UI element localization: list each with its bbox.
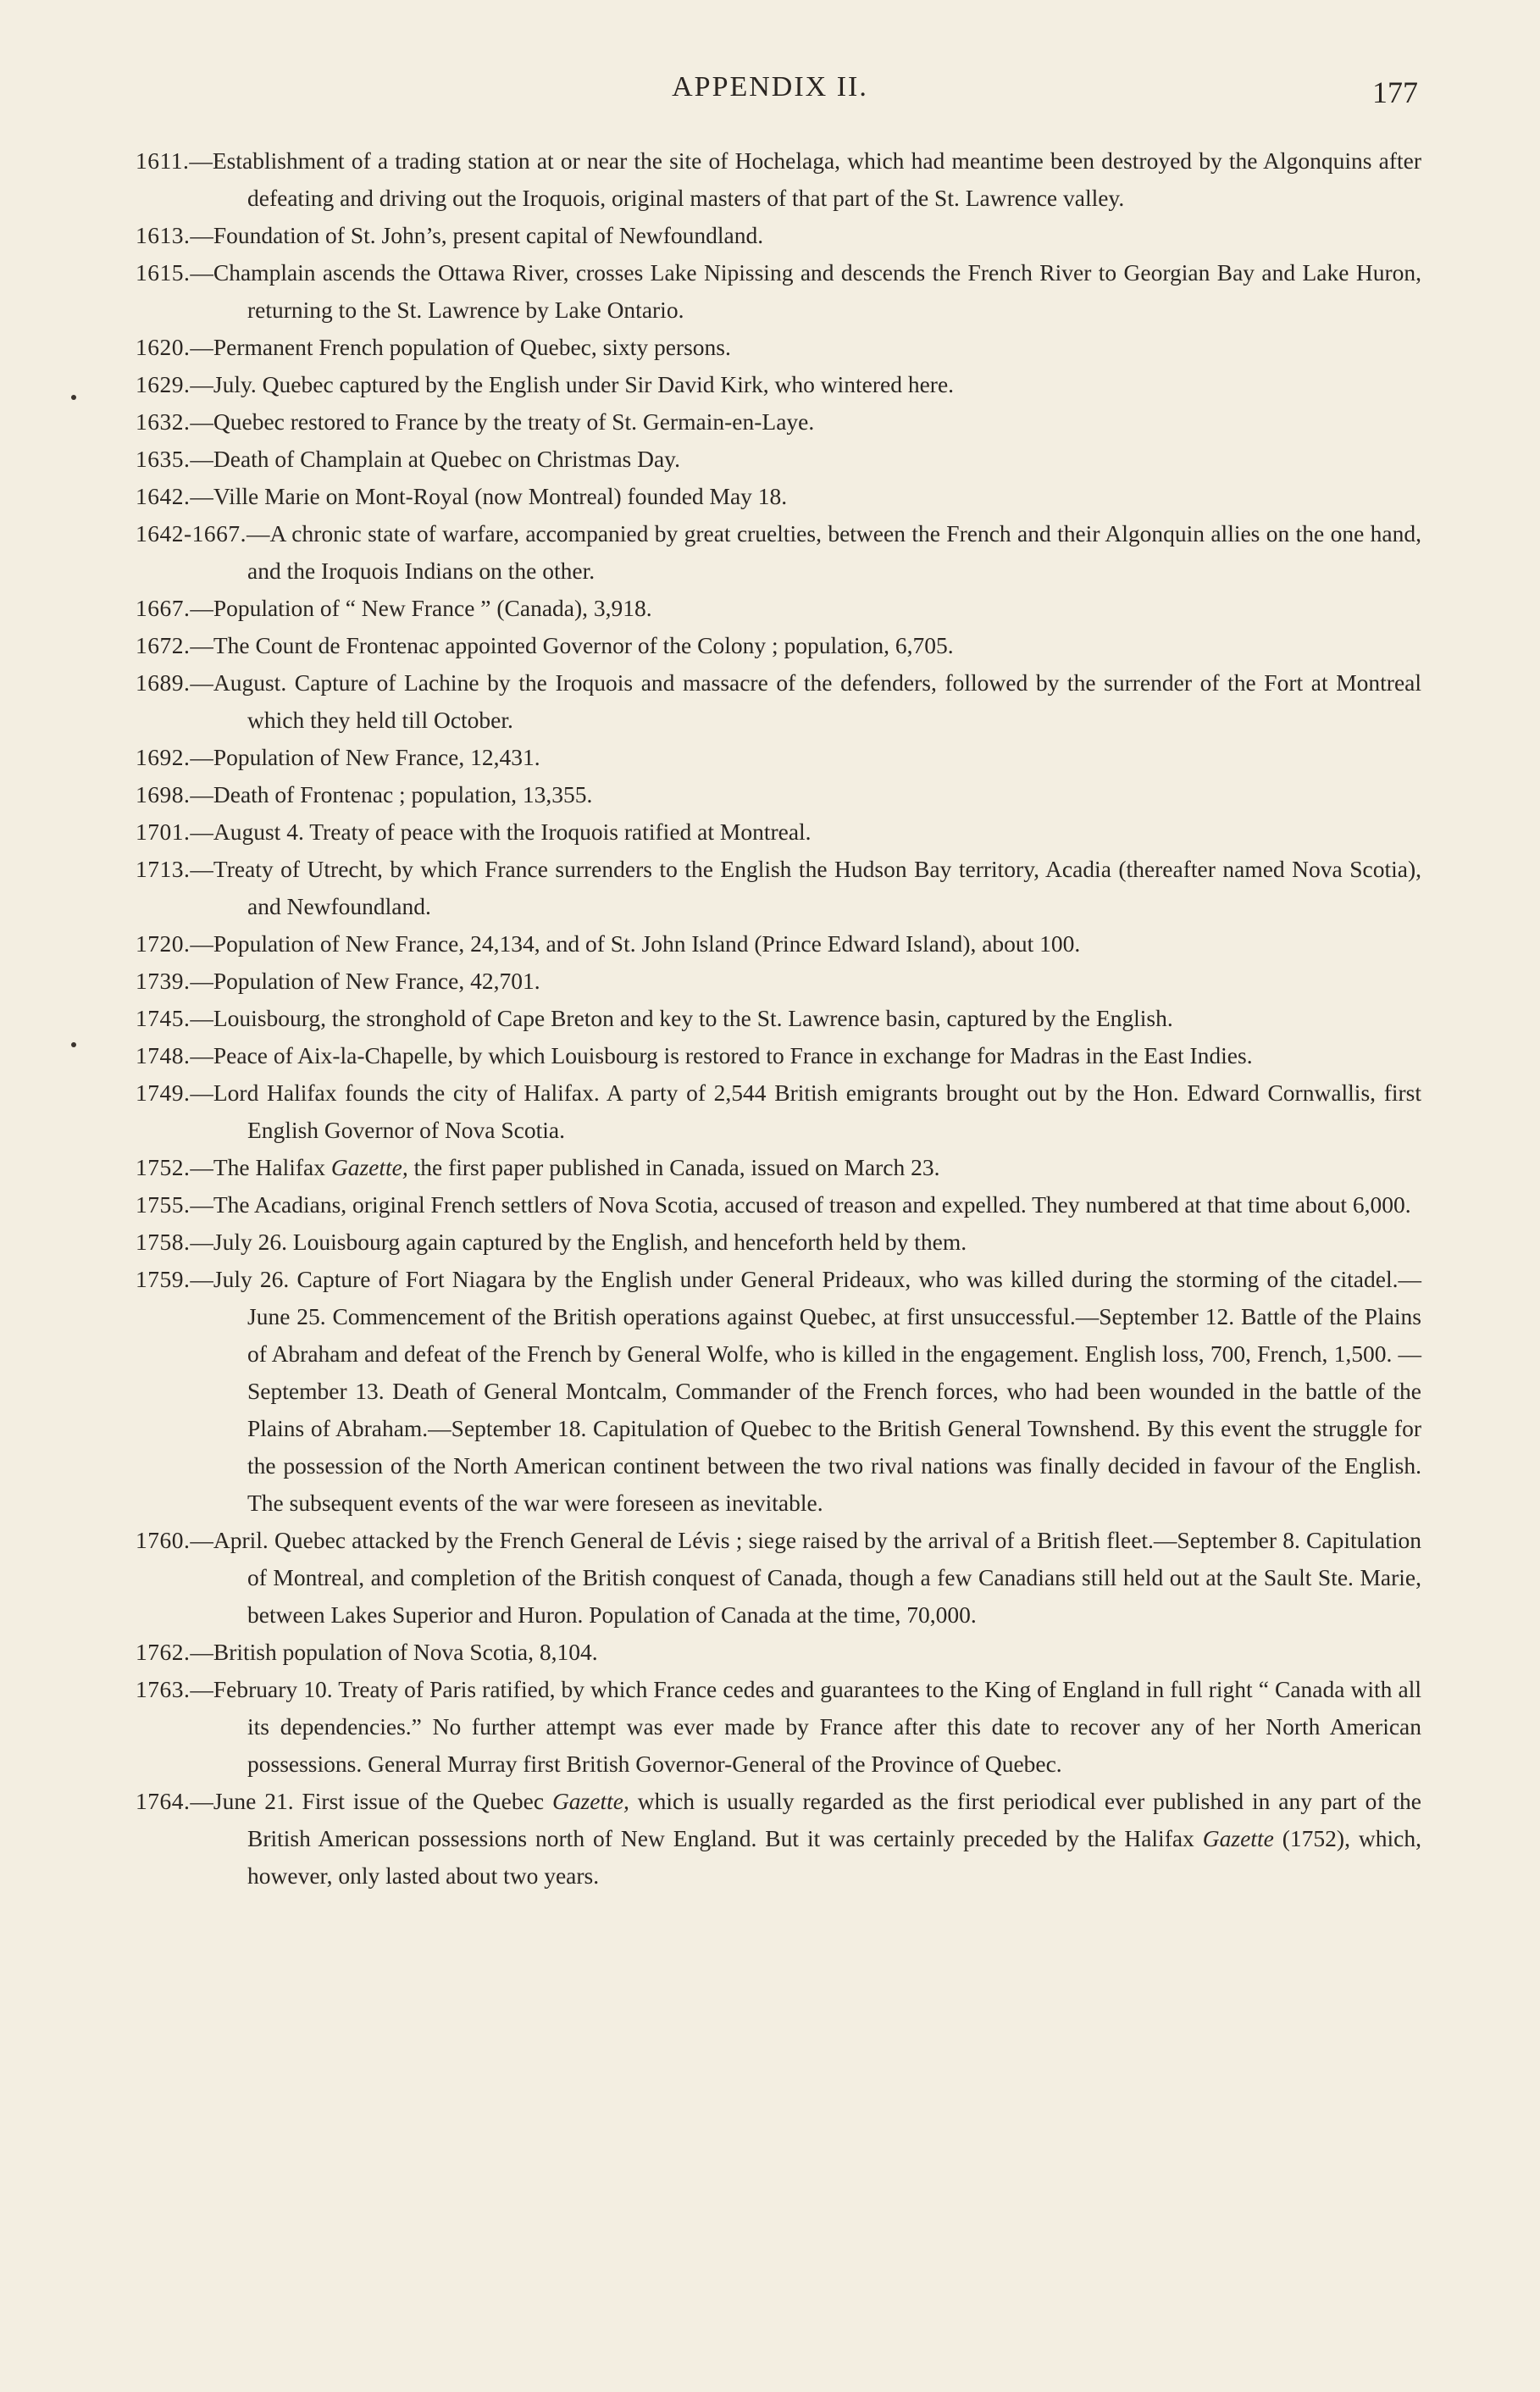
chronology-entry [136,329,1421,366]
entry-text: Treaty of Utrecht, by which France surrenders to the English the Hudson Bay territory, Acadia (thereafter named Nova Scotia), and Newfoundland. [213,856,1421,919]
entry-year: 1620. [136,334,191,360]
entry-year: 1692. [136,744,191,770]
chronology-entry [136,441,1421,478]
chronology-entry [136,217,1421,254]
entry-year: 1672. [136,632,191,658]
entry-dash: — [190,1005,213,1031]
entry-year: 1611. [136,147,190,174]
margin-mark [71,1042,76,1047]
margin-mark [71,395,76,400]
entry-year: 1758. [136,1229,191,1255]
entry-dash: — [190,1042,213,1068]
entry-dash: — [190,1079,213,1106]
chronology-entry [136,963,1421,1000]
chronology-entry [136,403,1421,441]
entry-dash: — [190,1154,213,1180]
chronology-entry [136,142,1421,217]
entry-year: 1759. [136,1266,191,1292]
entry-dash: — [190,1788,213,1814]
entry-dash: — [190,222,213,248]
entry-year: 1629. [136,371,191,397]
entry-text-after: the first paper published in Canada, issued on March 23. [407,1154,940,1180]
entry-text: July 26. Capture of Fort Niagara by the English under General Prideaux, who was killed during the storming of the citadel.—June 25. Commencement of the British operations against Quebec, at first unsuccessful.—September 12. Battle of the Plains of Abraham and defeat of the French by General Wolfe, who is killed in the engagement. English loss, 700, French, 1,500. —September 13. Death of General Montcalm, Commander of the French forces, who had been wounded in the battle of the Plains of Abraham.—September 18. Capitulation of Quebec to the British General Townshend. By this event the struggle for the possession of the North American continent between the two rival nations was finally decided in favour of the English. The subsequent events of the war were foreseen as inevitable. [213,1266,1421,1516]
chronology-entry [136,590,1421,627]
entry-year: 1748. [136,1042,191,1068]
chronology-entry [136,1149,1421,1186]
entry-dash: — [190,1676,213,1702]
entry-text: British population of Nova Scotia, 8,104. [213,1639,598,1665]
entry-text: Population of “ New France ” (Canada), 3,918. [213,595,652,621]
entry-text: Population of New France, 12,431. [213,744,540,770]
entry-dash: — [190,371,213,397]
entry-dash: — [190,446,213,472]
entry-dash: — [190,744,213,770]
entry-text-after: (1752), which, however, only lasted about two years. [247,1825,1421,1889]
entry-text: Peace of Aix-la-Chapelle, by which Louisbourg is restored to France in exchange for Madras in the East Indies. [213,1042,1253,1068]
entry-year: 1698. [136,781,191,808]
entry-year: 1613. [136,222,191,248]
entry-text: Lord Halifax founds the city of Halifax. A party of 2,544 British emigrants brought out by the Hon. Edward Cornwallis, first English Governor of Nova Scotia. [213,1079,1421,1143]
entry-text: Population of New France, 24,134, and of St. John Island (Prince Edward Island), about 100. [213,930,1081,957]
entry-dash: — [190,1266,213,1292]
chronology-entry [136,1522,1421,1634]
entry-dash: — [190,632,213,658]
chronology-entry [136,254,1421,329]
entry-year: 1632. [136,408,191,435]
entry-year: 1642. [136,483,191,509]
entry-text: February 10. Treaty of Paris ratified, by which France cedes and guarantees to the King of England in full right “ Canada with all its dependencies.” No further attempt was ever made by France after this date to recover any of her North American possessions. General Murray first British Governor-General of the Province of Quebec. [213,1676,1421,1777]
entry-dash: — [190,1527,213,1553]
entry-text: The Acadians, original French settlers of Nova Scotia, accused of treason and expelled. They numbered at that time about 6,000. [213,1191,1411,1218]
entry-text: Population of New France, 42,701. [213,968,540,994]
entry-dash: — [190,483,213,509]
entry-dash: — [247,520,270,547]
entry-year: 1635. [136,446,191,472]
chronology-entry [136,1186,1421,1224]
chronology-entry [136,627,1421,664]
entry-year: 1755. [136,1191,191,1218]
entry-dash: — [190,669,213,696]
page-number: 177 [1372,75,1418,109]
chronology-entry [136,1671,1421,1783]
chronology-entry [136,1224,1421,1261]
entry-year: 1720. [136,930,191,957]
entry-year: 1763. [136,1676,191,1702]
chronology-list [136,142,1421,1895]
entry-text: Death of Champlain at Quebec on Christmas Day. [213,446,681,472]
entry-text-before: The Halifax [213,1154,331,1180]
chronology-entry [136,515,1421,590]
entry-text-before: June 21. First issue of the Quebec [213,1788,552,1814]
chronology-entry [136,1261,1421,1522]
entry-text: August 4. Treaty of peace with the Iroquois ratified at Montreal. [213,819,812,845]
entry-text: August. Capture of Lachine by the Iroquois and massacre of the defenders, followed by the surrender of the Fort at Montreal which they held till October. [213,669,1421,733]
chronology-entry [136,776,1421,813]
chronology-entry [136,851,1421,925]
entry-year: 1667. [136,595,191,621]
entry-year: 1762. [136,1639,191,1665]
entry-text: A chronic state of warfare, accompanied by great cruelties, between the French and their Algonquin allies on the one hand, and the Iroquois Indians on the other. [247,520,1421,584]
entry-year: 1615. [136,259,191,286]
entry-year: 1745. [136,1005,191,1031]
chronology-entry [136,1074,1421,1149]
entry-text: Champlain ascends the Ottawa River, crosses Lake Nipissing and descends the French River to Georgian Bay and Lake Huron, returning to the St. Lawrence by Lake Ontario. [213,259,1421,323]
chronology-entry [136,366,1421,403]
entry-year: 1764. [136,1788,191,1814]
entry-text: The Count de Frontenac appointed Governor of the Colony ; population, 6,705. [213,632,954,658]
chronology-entry [136,478,1421,515]
chronology-entry [136,1634,1421,1671]
entry-text: Ville Marie on Mont-Royal (now Montreal) founded May 18. [213,483,788,509]
chronology-entry [136,1037,1421,1074]
chronology-entry [136,813,1421,851]
running-head: APPENDIX II. [672,71,868,103]
entry-text-italic: Gazette [1202,1825,1274,1851]
entry-text: Permanent French population of Quebec, sixty persons. [213,334,731,360]
entry-year: 1752. [136,1154,191,1180]
entry-dash: — [190,1229,213,1255]
entry-dash: — [189,147,213,174]
entry-dash: — [190,259,213,286]
chronology-entry [136,664,1421,739]
entry-dash: — [190,1639,213,1665]
entry-year: 1713. [136,856,191,882]
entry-text-after: which is usually regarded as the first periodical ever published in any part of the British American possessions north of New England. But it was certainly preceded by the Halifax [247,1788,1421,1851]
entry-text-italic: Gazette, [330,1154,408,1180]
entry-text: Quebec restored to France by the treaty of St. Germain-en-Laye. [213,408,815,435]
entry-dash: — [190,930,213,957]
entry-text: July 26. Louisbourg again captured by the English, and henceforth held by them. [213,1229,967,1255]
entry-year: 1642-1667. [136,520,247,547]
entry-text: Louisbourg, the stronghold of Cape Breton and key to the St. Lawrence basin, captured by the English. [213,1005,1173,1031]
entry-text: Foundation of St. John’s, present capital of Newfoundland. [213,222,764,248]
entry-dash: — [190,1191,213,1218]
chronology-entry [136,1000,1421,1037]
entry-year: 1701. [136,819,191,845]
entry-year: 1749. [136,1079,191,1106]
entry-year: 1760. [136,1527,191,1553]
chronology-entry [136,1783,1421,1895]
entry-dash: — [190,968,213,994]
entry-text: Establishment of a trading station at or near the site of Hochelaga, which had meantime been destroyed by the Algonquins after defeating and driving out the Iroquois, original masters of that part of the St. Lawrence valley. [212,147,1421,211]
entry-text-italic: Gazette, [551,1788,629,1814]
chronology-entry [136,925,1421,963]
entry-dash: — [190,781,213,808]
entry-year: 1739. [136,968,191,994]
entry-dash: — [190,595,213,621]
entry-dash: — [190,334,213,360]
entry-year: 1689. [136,669,191,696]
chronology-entry [136,739,1421,776]
entry-dash: — [190,408,213,435]
entry-text: April. Quebec attacked by the French General de Lévis ; siege raised by the arrival of a British fleet.—September 8. Capitulation of Montreal, and completion of the British conquest of Canada, though a few Canadians still held out at the Sault Ste. Marie, between Lakes Superior and Huron. Population of Canada at the time, 70,000. [213,1527,1421,1628]
entry-text: July. Quebec captured by the English under Sir David Kirk, who wintered here. [213,371,955,397]
entry-dash: — [190,819,213,845]
entry-text: Death of Frontenac ; population, 13,355. [213,781,593,808]
entry-dash: — [190,856,213,882]
